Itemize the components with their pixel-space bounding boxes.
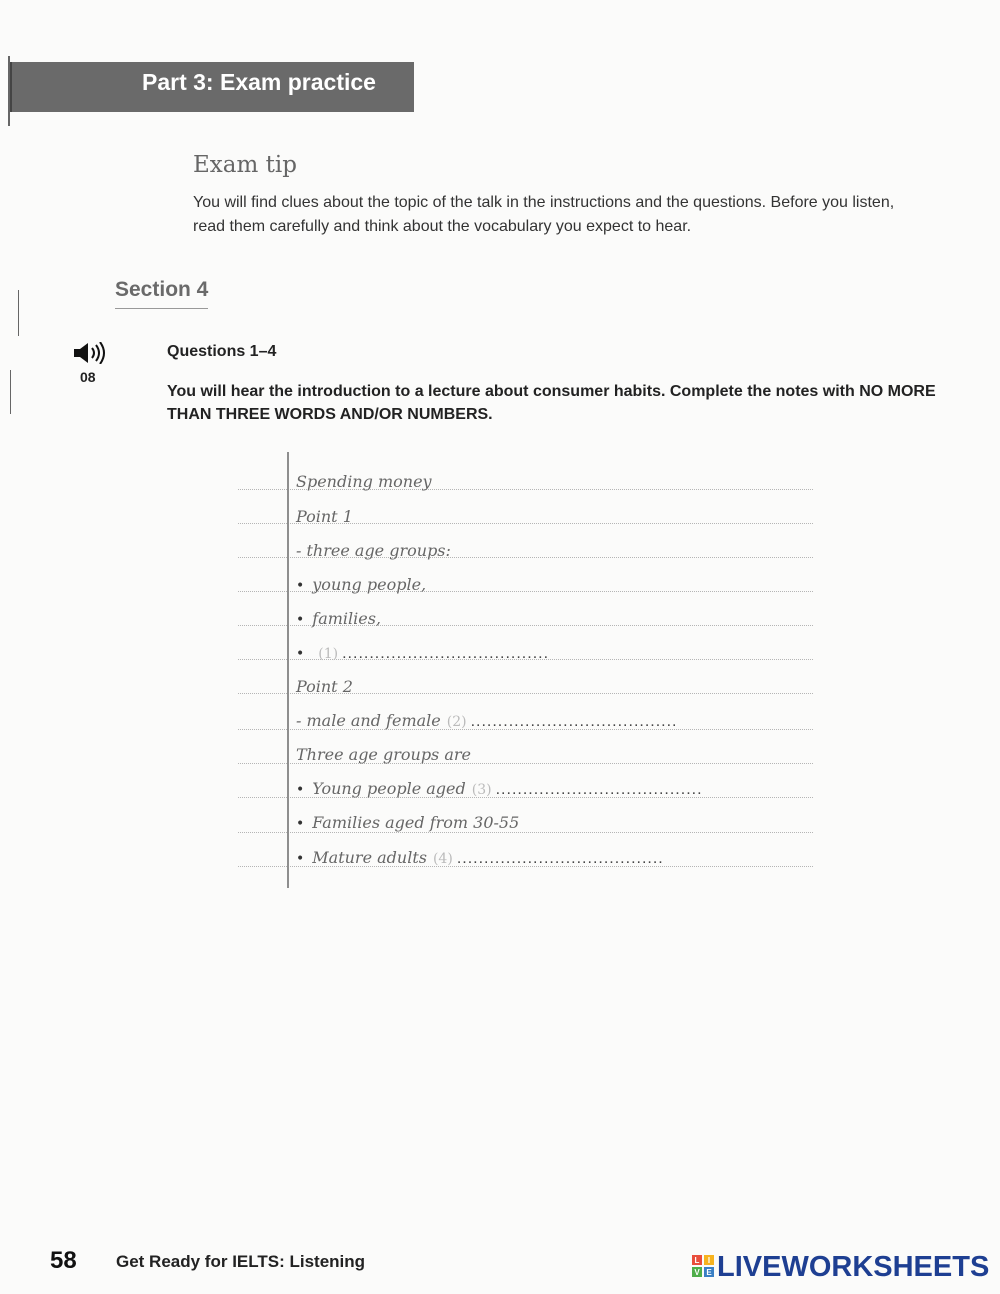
answer-blank-2[interactable]: ...................................... — [470, 713, 678, 730]
note-bullet-item — [296, 643, 549, 663]
questions-instruction: You will hear the introduction to a lecture about consumer habits. Complete the notes with NO MORE THAN THREE WORDS AND/OR NUMBERS. — [167, 383, 936, 423]
note-bullet-item — [296, 575, 426, 594]
note-heading: Spending money — [296, 472, 432, 491]
liveworksheets-logo-icon — [692, 1255, 714, 1277]
question-number: (1) — [318, 646, 339, 662]
page-title: Part 3: Exam practice — [142, 69, 376, 95]
audio-track-number: 08 — [80, 369, 96, 385]
answer-blank-1[interactable]: ...................................... — [342, 645, 550, 662]
margin-mark — [18, 290, 19, 336]
answer-blank-3[interactable]: ...................................... — [495, 781, 703, 798]
logo-letter-v: V — [694, 1268, 700, 1277]
page-number: 58 — [50, 1247, 77, 1274]
note-point: Point 2 — [296, 677, 353, 696]
bullet: • — [296, 782, 305, 798]
bullet: • — [296, 851, 305, 867]
section-title: Section 4 — [115, 278, 208, 309]
notes-notebook — [238, 452, 813, 892]
margin-mark — [10, 370, 11, 414]
logo-letter-e: E — [706, 1268, 712, 1277]
liveworksheets-logo-text: LIVEWORKSHEETS — [717, 1251, 990, 1283]
bullet: • — [296, 816, 305, 832]
notebook-line — [238, 832, 813, 833]
note-bullet-item — [296, 813, 519, 832]
question-number: (2) — [446, 714, 467, 730]
note-line: Three age groups are — [296, 745, 472, 764]
note-text: Families aged from 30-55 — [312, 813, 520, 832]
logo-letter-l: L — [694, 1256, 700, 1265]
note-line: - three age groups: — [296, 541, 451, 560]
logo-letter-i: I — [707, 1256, 711, 1265]
question-number: (4) — [432, 851, 453, 867]
note-text: families, — [312, 609, 382, 628]
notebook-margin-line — [287, 452, 289, 888]
note-bullet-item — [296, 779, 703, 799]
answer-blank-4[interactable]: ...................................... — [456, 850, 664, 867]
note-line — [296, 711, 678, 731]
bullet: • — [296, 612, 305, 628]
note-text: young people, — [312, 575, 427, 594]
note-bullet-item — [296, 848, 664, 868]
book-title: Get Ready for IELTS: Listening — [116, 1252, 366, 1271]
bullet: • — [296, 578, 305, 594]
question-number: (3) — [471, 782, 492, 798]
note-text: - male and female — [296, 711, 441, 730]
note-point: Point 1 — [296, 507, 353, 526]
speaker-icon[interactable] — [72, 342, 108, 364]
note-text: Young people aged — [312, 779, 466, 798]
note-text: Mature adults — [312, 848, 427, 867]
questions-title: Questions 1–4 — [167, 343, 277, 360]
margin-mark — [8, 56, 10, 126]
exam-tip-title: Exam tip — [193, 152, 297, 178]
bullet: • — [296, 646, 305, 662]
note-bullet-item — [296, 609, 381, 628]
exam-tip-text: You will find clues about the topic of the talk in the instructions and the questions. Before you listen, read them carefully and think about the vocabulary you expect to hear. — [193, 194, 895, 235]
